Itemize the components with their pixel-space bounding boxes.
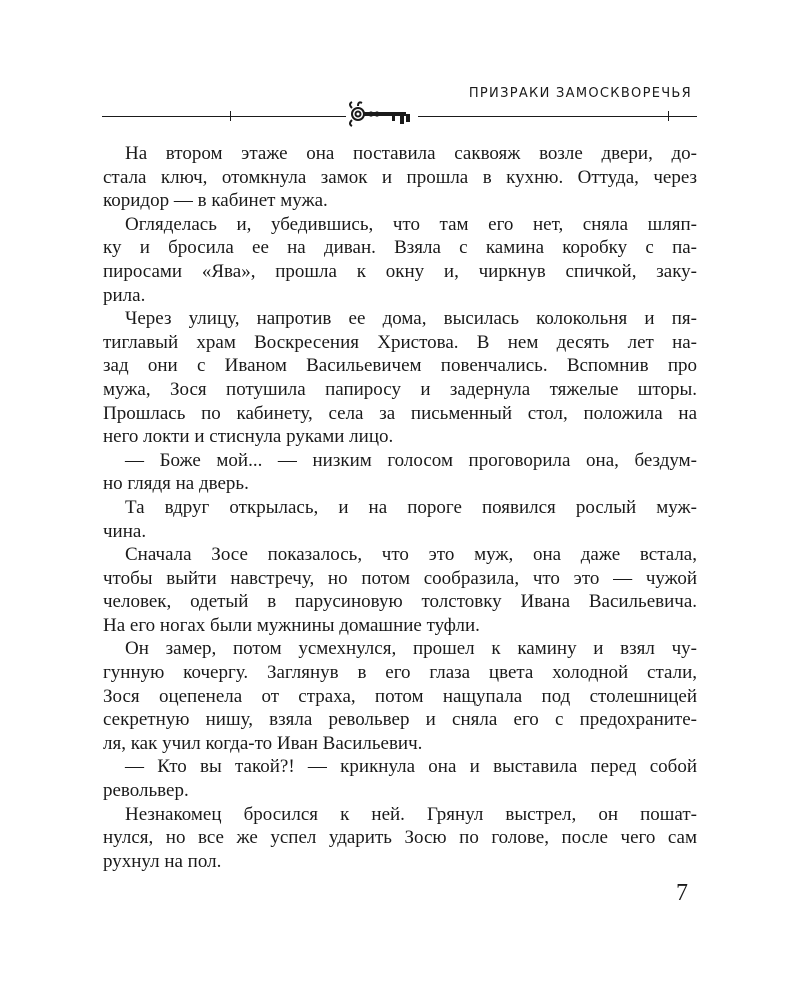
text-line: — Боже мой... — низким голосом проговорила она, бездум- (125, 449, 697, 471)
text-line: человек, одетый в парусиновую толстовку Ивана Васильевича. (103, 591, 697, 613)
body-text (103, 142, 697, 873)
paragraph-5 (103, 496, 697, 543)
text-line: Прошлась по кабинету, села за письменный стол, положила на (103, 402, 697, 424)
text-line: Через улицу, напротив ее дома, высилась колокольня и пя- (125, 308, 697, 330)
header-rule-tick-right (668, 111, 669, 121)
text-line: пиросами «Ява», прошла к окну и, чиркнув спичкой, заку- (103, 260, 697, 282)
paragraph-8 (103, 755, 697, 802)
text-line: мужа, Зося потушила папиросу и задернула тяжелые шторы. (103, 378, 697, 400)
paragraph-2 (103, 213, 697, 307)
text-line: тиглавый храм Воскресения Христова. В нем десять лет на- (103, 331, 697, 353)
text-line: стала ключ, отомкнула замок и прошла в кухню. Оттуда, через (103, 166, 697, 188)
paragraph-6 (103, 543, 697, 637)
text-line: револьвер. (103, 780, 189, 802)
text-line: чтобы выйти навстречу, но потом сообразила, что это — чужой (103, 567, 697, 589)
text-line: рила. (103, 284, 146, 306)
text-line: ля, как учил когда-то Иван Васильевич. (103, 732, 423, 754)
text-line: Зося оцепенела от страха, потом нащупала под столешницей (103, 685, 697, 707)
text-line: На его ногах были мужнины домашние туфли. (103, 614, 480, 636)
text-line: зад они с Иваном Васильевичем повенчались. Вспомнив про (103, 355, 697, 377)
text-line: На втором этаже она поставила саквояж возле двери, до- (125, 143, 697, 164)
text-line: чина. (103, 520, 147, 542)
paragraph-4 (103, 449, 697, 496)
page-number: 7 (676, 880, 688, 906)
running-head-title: ПРИЗРАКИ ЗАМОСКВОРЕЧЬЯ (468, 86, 692, 101)
text-line: нулся, но все же успел ударить Зосю по голове, после чего сам (103, 827, 697, 849)
paragraph-1 (103, 142, 697, 213)
text-line: но глядя на дверь. (103, 473, 249, 495)
paragraph-7 (103, 637, 697, 755)
text-line: секретную нишу, взяла револьвер и сняла его с предохраните- (103, 709, 697, 731)
text-line: коридор — в кабинет мужа. (103, 190, 328, 212)
key-icon (346, 100, 418, 130)
paragraph-3 (103, 307, 697, 449)
text-line: Огляделась и, убедившись, что там его нет, сняла шляп- (125, 213, 697, 235)
text-line: Незнакомец бросился к ней. Грянул выстрел, он пошат- (125, 803, 697, 825)
text-line: него локти и стиснула руками лицо. (103, 426, 394, 448)
paragraph-9 (103, 803, 697, 874)
text-line: гунную кочергу. Заглянув в его глаза цвета холодной стали, (103, 662, 697, 684)
header-rule-tick-left (230, 111, 231, 121)
text-line: Сначала Зосе показалось, что это муж, она даже встала, (125, 544, 697, 566)
text-line: Он замер, потом усмехнулся, прошел к камину и взял чу- (125, 638, 697, 660)
text-line: — Кто вы такой?! — крикнула она и выставила перед собой (125, 756, 697, 778)
text-line: Та вдруг открылась, и на пороге появился рослый муж- (125, 496, 697, 518)
text-line: рухнул на пол. (103, 850, 222, 872)
text-line: ку и бросила ее на диван. Взяла с камина коробку с па- (103, 237, 697, 259)
